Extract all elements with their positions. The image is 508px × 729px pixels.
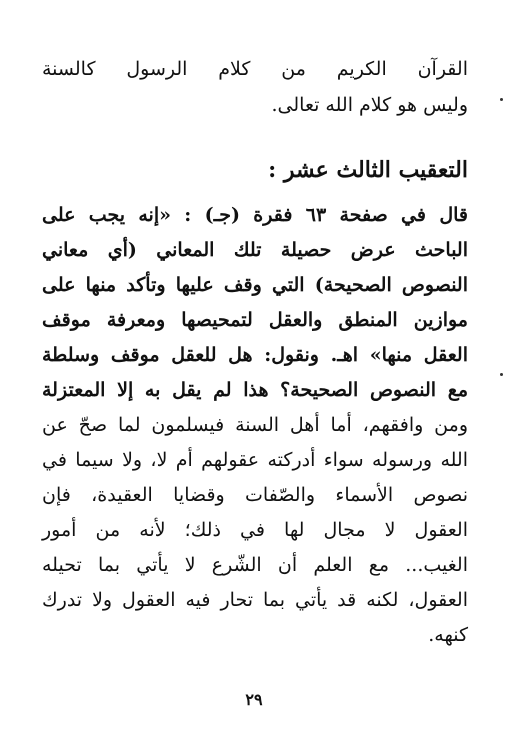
page-number: ٢٩ [245,690,263,709]
body-line: كنهه. [428,624,468,646]
body-line: نصوص الأسماء والصّفات وقضايا العقيدة، فإن [42,484,468,506]
body-line: الباحث عرض حصيلة تلك المعاني (أي معاني [42,239,468,261]
margin-dot [500,98,503,101]
body-line: قال في صفحة ٦٣ فقرة (جـ) : «إنه يجب على [42,204,468,226]
body-line: العقل منها» اهـ. ونقول: هل للعقل موقف وسلطة [42,344,468,366]
margin-dot [500,373,503,376]
body-line: الغيب... مع العلم أن الشّرع لا يأتي بما تحيله [42,554,468,576]
body-line: العقول، لكنه قد يأتي بما تحار فيه العقول ولا تدرك [42,589,468,611]
body-line: العقول لا مجال لها في ذلك؛ لأنه من أمور [42,519,468,541]
body-line: مع النصوص الصحيحة؟ هذا لم يقل به إلا المعتزلة [42,379,468,401]
intro-line-2: وليس هو كلام الله تعالى. [271,94,468,116]
section-heading: التعقيب الثالث عشر : [268,157,468,183]
body-line: الله ورسوله سواء أدركته عقولهم أم لا، ولا سيما في [42,449,468,471]
body-line: النصوص الصحيحة) التي وقف عليها وتأكد منها على [42,274,468,296]
body-line: ومن وافقهم، أما أهل السنة فيسلمون لما صحّ عن [42,414,468,436]
intro-line-1: القرآن الكريم من كلام الرسول كالسنة [42,58,468,80]
body-line: موازين المنطق والعقل لتمحيصها ومعرفة موقف [42,309,468,331]
